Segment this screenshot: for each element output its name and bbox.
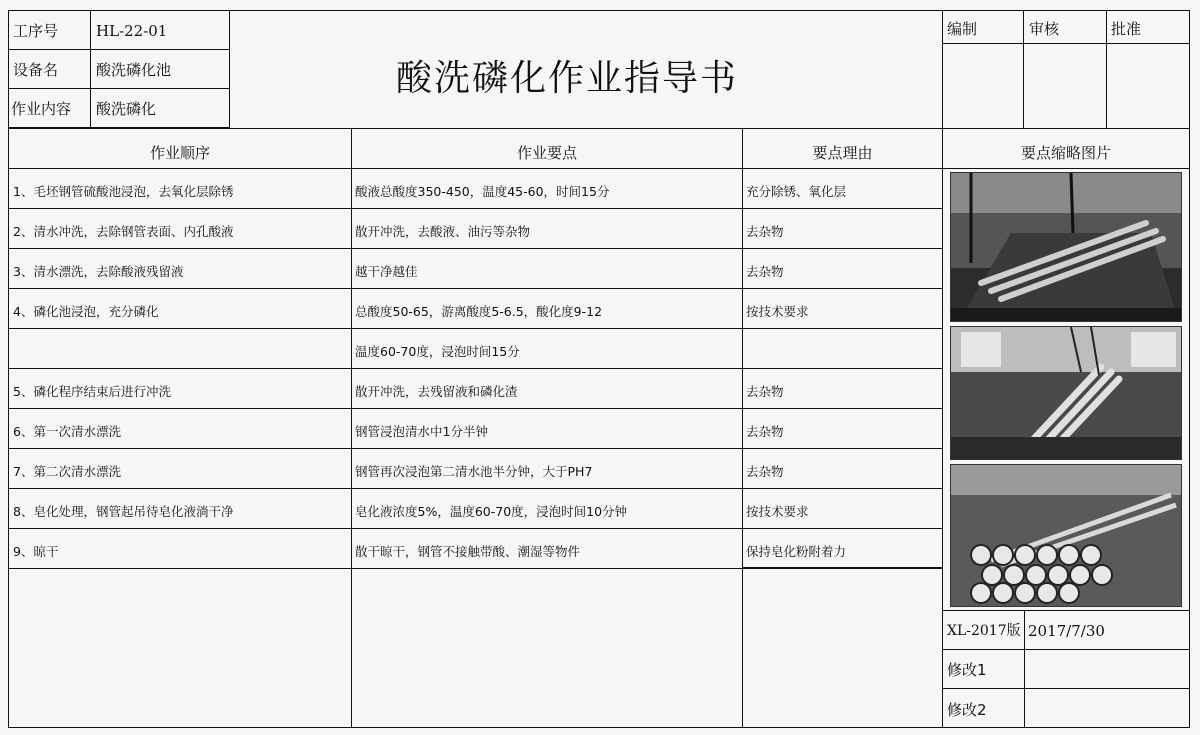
row-reason: 按技术要求 (746, 504, 809, 519)
row-reason: 保持皂化粉附着力 (746, 544, 847, 559)
revision1-label: 修改1 (947, 661, 987, 679)
row-step: 5、磷化程序结束后进行冲洗 (13, 384, 171, 399)
page-title: 酸洗磷化作业指导书 (396, 58, 739, 99)
row-point: 钢管浸泡清水中1分半钟 (355, 424, 488, 439)
row-step: 6、第一次清水漂洗 (13, 424, 121, 439)
row-reason: 去杂物 (746, 384, 784, 399)
revision2-value-cell (1024, 688, 1190, 728)
equipment-value: 酸洗磷化池 (96, 61, 172, 79)
row-reason: 去杂物 (746, 224, 784, 239)
row-reason: 去杂物 (746, 264, 784, 279)
process-no-label: 工序号 (13, 22, 59, 40)
approval-prepared-label: 编制 (947, 20, 978, 38)
row-point: 总酸度50-65，游离酸度5-6.5，酸化度9-12 (355, 304, 603, 319)
version-label: XL-2017版 (947, 623, 1021, 639)
process-no-value: HL-22-01 (96, 22, 168, 40)
col-header-step: 作业顺序 (149, 144, 210, 162)
row-step: 8、皂化处理，钢管起吊待皂化液淌干净 (13, 504, 234, 519)
col-header-photo: 要点缩略图片 (1020, 144, 1111, 162)
row-point: 越干净越佳 (355, 264, 418, 279)
col-header-point: 作业要点 (516, 144, 577, 162)
row-step: 1、毛坯钢管硫酸池浸泡，去氧化层除锈 (13, 184, 234, 199)
row-point: 温度60-70度，浸泡时间15分 (355, 344, 520, 359)
row-step: 2、清水冲洗，去除钢管表面、内孔酸液 (13, 224, 234, 239)
row-point: 酸液总酸度350-450，温度45-60，时间15分 (355, 184, 610, 199)
work-instruction-sheet (8, 10, 1190, 728)
row-reason: 去杂物 (746, 464, 784, 479)
pipes-in-tank-photo (950, 172, 1182, 322)
row-step: 4、磷化池浸泡，充分磷化 (13, 304, 159, 319)
revision1-value-cell (1024, 649, 1190, 689)
row-point: 皂化液浓度5%，温度60-70度，浸泡时间10分钟 (355, 504, 628, 519)
content-label: 作业内容 (11, 100, 72, 118)
row-point: 散干晾干，钢管不接触带酸、潮湿等物件 (355, 544, 581, 559)
pipe-stack-photo (950, 464, 1182, 607)
content-value: 酸洗磷化 (96, 100, 157, 118)
version-date: 2017/7/30 (1028, 622, 1105, 640)
row-step: 9、晾干 (13, 544, 59, 559)
equipment-label: 设备名 (13, 61, 59, 79)
row-reason: 充分除锈、氧化层 (746, 184, 847, 199)
revision2-label: 修改2 (947, 701, 987, 719)
row-step: 7、第二次清水漂洗 (13, 464, 121, 479)
approval-approved-label: 批准 (1111, 20, 1142, 38)
col-header-reason: 要点理由 (812, 144, 873, 162)
pipes-lifted-photo (950, 326, 1182, 460)
approval-reviewed-label: 审核 (1029, 20, 1060, 38)
row-step: 3、清水漂洗，去除酸液残留液 (13, 264, 184, 279)
row-reason: 去杂物 (746, 424, 784, 439)
approval-label-row (942, 10, 1190, 44)
row-reason: 按技术要求 (746, 304, 809, 319)
row-point: 散开冲洗，去残留液和磷化渣 (355, 384, 518, 399)
row-point: 散开冲洗，去酸液、油污等杂物 (355, 224, 531, 239)
row-point: 钢管再次浸泡第二清水池半分钟，大于PH7 (355, 464, 593, 479)
